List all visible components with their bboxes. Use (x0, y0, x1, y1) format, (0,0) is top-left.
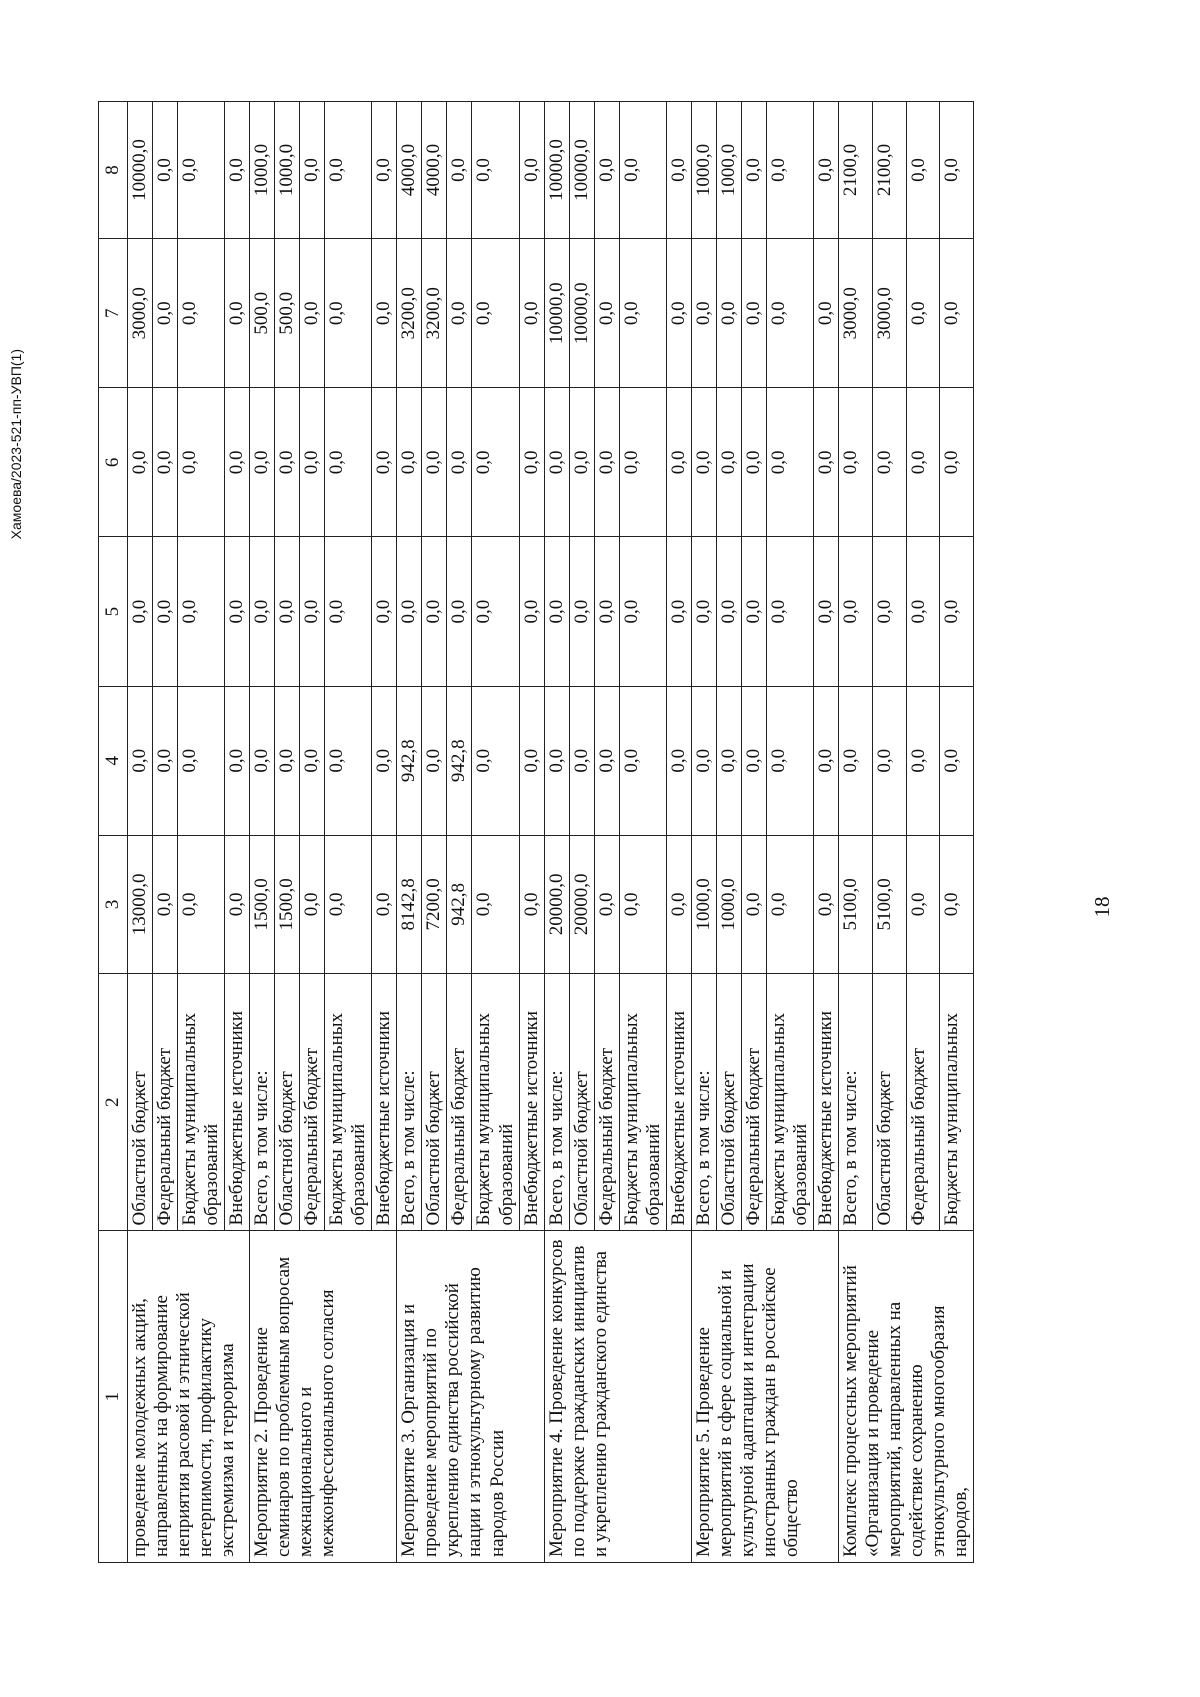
funding-source-cell: Внебюджетные источники (225, 973, 250, 1230)
amount-cell: 0,0 (594, 686, 619, 835)
funding-source-cell: Областной бюджет (872, 973, 906, 1230)
funding-source-cell: Бюджеты муниципальных образований (766, 973, 813, 1230)
amount-cell: 0,0 (153, 835, 178, 973)
amount-cell: 500,0 (250, 239, 275, 388)
amount-cell: 0,0 (619, 102, 666, 239)
amount-cell: 0,0 (838, 537, 872, 686)
amount-cell: 942,8 (447, 686, 472, 835)
funding-source-cell: Федеральный бюджет (447, 973, 472, 1230)
amount-cell: 0,0 (872, 388, 906, 537)
amount-cell: 3000,0 (128, 239, 153, 388)
amount-cell: 0,0 (691, 388, 716, 537)
amount-cell: 0,0 (906, 388, 940, 537)
amount-cell: 0,0 (716, 537, 741, 686)
amount-cell: 0,0 (813, 835, 838, 973)
amount-cell: 20000,0 (544, 835, 569, 973)
amount-cell: 10000,0 (128, 102, 153, 239)
amount-cell: 0,0 (178, 686, 225, 835)
table-row (250, 102, 275, 1563)
amount-cell: 0,0 (472, 686, 519, 835)
funding-source-cell: Внебюджетные источники (666, 973, 691, 1230)
amount-cell: 4000,0 (397, 102, 422, 239)
funding-source-cell: Всего, в том числе: (250, 973, 275, 1230)
amount-cell: 0,0 (300, 835, 325, 973)
document-page (0, 117, 1200, 1697)
amount-cell: 0,0 (472, 835, 519, 973)
amount-cell: 0,0 (906, 537, 940, 686)
amount-cell: 0,0 (594, 102, 619, 239)
amount-cell: 0,0 (906, 835, 940, 973)
amount-cell: 0,0 (594, 388, 619, 537)
amount-cell: 0,0 (544, 388, 569, 537)
amount-cell: 0,0 (666, 686, 691, 835)
amount-cell: 3200,0 (397, 239, 422, 388)
amount-cell: 0,0 (619, 835, 666, 973)
amount-cell: 0,0 (619, 388, 666, 537)
amount-cell: 0,0 (300, 537, 325, 686)
amount-cell: 0,0 (153, 102, 178, 239)
amount-cell: 0,0 (741, 537, 766, 686)
amount-cell: 0,0 (940, 686, 974, 835)
amount-cell: 0,0 (766, 835, 813, 973)
table-row (397, 102, 422, 1563)
funding-source-cell: Федеральный бюджет (594, 973, 619, 1230)
amount-cell: 13000,0 (128, 835, 153, 973)
amount-cell: 0,0 (813, 239, 838, 388)
column-number: 1 (99, 1231, 128, 1563)
amount-cell: 0,0 (472, 102, 519, 239)
amount-cell: 2100,0 (872, 102, 906, 239)
table-body (128, 102, 974, 1563)
amount-cell: 0,0 (906, 686, 940, 835)
amount-cell: 0,0 (544, 686, 569, 835)
funding-source-cell: Федеральный бюджет (300, 973, 325, 1230)
amount-cell: 0,0 (619, 537, 666, 686)
amount-cell: 0,0 (872, 537, 906, 686)
amount-cell: 0,0 (594, 537, 619, 686)
amount-cell: 1000,0 (275, 102, 300, 239)
amount-cell: 0,0 (128, 686, 153, 835)
amount-cell: 0,0 (153, 686, 178, 835)
funding-source-cell: Внебюджетные источники (372, 973, 397, 1230)
activity-name-cell: Мероприятие 2. Проведение семинаров по проблемным вопросам межнационального и межконфессионального согласия (250, 1231, 397, 1563)
amount-cell: 0,0 (225, 686, 250, 835)
amount-cell: 0,0 (766, 239, 813, 388)
amount-cell: 0,0 (472, 537, 519, 686)
column-number: 2 (99, 973, 128, 1230)
funding-source-cell: Федеральный бюджет (741, 973, 766, 1230)
table-row (544, 102, 569, 1563)
amount-cell: 0,0 (325, 388, 372, 537)
funding-source-cell: Областной бюджет (422, 973, 447, 1230)
amount-cell: 0,0 (178, 537, 225, 686)
amount-cell: 0,0 (300, 686, 325, 835)
amount-cell: 0,0 (325, 686, 372, 835)
amount-cell: 0,0 (691, 686, 716, 835)
amount-cell: 0,0 (838, 686, 872, 835)
funding-source-cell: Бюджеты муниципальных образований (178, 973, 225, 1230)
amount-cell: 0,0 (766, 537, 813, 686)
amount-cell: 0,0 (300, 102, 325, 239)
amount-cell: 0,0 (569, 388, 594, 537)
funding-source-cell: Бюджеты муниципальных образований (472, 973, 519, 1230)
amount-cell: 0,0 (691, 239, 716, 388)
funding-source-cell: Всего, в том числе: (838, 973, 872, 1230)
amount-cell: 942,8 (447, 835, 472, 973)
amount-cell: 0,0 (372, 686, 397, 835)
column-number: 8 (99, 102, 128, 239)
amount-cell: 0,0 (619, 686, 666, 835)
amount-cell: 0,0 (225, 102, 250, 239)
amount-cell: 0,0 (422, 686, 447, 835)
amount-cell: 5100,0 (872, 835, 906, 973)
amount-cell: 0,0 (519, 388, 544, 537)
amount-cell: 0,0 (519, 102, 544, 239)
amount-cell: 2100,0 (838, 102, 872, 239)
amount-cell: 0,0 (178, 102, 225, 239)
activity-name-cell: Мероприятие 4. Проведение конкурсов по поддержке гражданских инициатив и укреплению гражданского единства (544, 1231, 691, 1563)
amount-cell: 0,0 (544, 537, 569, 686)
amount-cell: 0,0 (372, 102, 397, 239)
amount-cell: 0,0 (153, 537, 178, 686)
amount-cell: 0,0 (178, 388, 225, 537)
amount-cell: 0,0 (666, 239, 691, 388)
amount-cell: 5100,0 (838, 835, 872, 973)
amount-cell: 0,0 (940, 835, 974, 973)
amount-cell: 0,0 (813, 686, 838, 835)
funding-source-cell: Федеральный бюджет (153, 973, 178, 1230)
amount-cell: 0,0 (422, 537, 447, 686)
amount-cell: 0,0 (569, 537, 594, 686)
amount-cell: 0,0 (372, 388, 397, 537)
amount-cell: 0,0 (519, 686, 544, 835)
amount-cell: 10000,0 (569, 102, 594, 239)
amount-cell: 0,0 (325, 239, 372, 388)
funding-source-cell: Всего, в том числе: (691, 973, 716, 1230)
amount-cell: 0,0 (472, 239, 519, 388)
amount-cell: 0,0 (300, 388, 325, 537)
amount-cell: 0,0 (766, 102, 813, 239)
funding-source-cell: Областной бюджет (716, 973, 741, 1230)
amount-cell: 0,0 (372, 835, 397, 973)
amount-cell: 0,0 (372, 239, 397, 388)
amount-cell: 3000,0 (872, 239, 906, 388)
amount-cell: 0,0 (906, 239, 940, 388)
amount-cell: 20000,0 (569, 835, 594, 973)
amount-cell: 0,0 (519, 239, 544, 388)
amount-cell: 0,0 (178, 835, 225, 973)
document-code: Хамоева/2023-521-пп-УВП(1) (8, 349, 24, 540)
amount-cell: 0,0 (619, 239, 666, 388)
amount-cell: 10000,0 (544, 239, 569, 388)
amount-cell: 8142,8 (397, 835, 422, 973)
amount-cell: 500,0 (275, 239, 300, 388)
page-number: 18 (1090, 896, 1114, 918)
activity-name-cell: Мероприятие 5. Проведение мероприятий в сфере социальной и культурной адаптации и интеграции иностранных граждан в российское общество (691, 1231, 838, 1563)
amount-cell: 0,0 (906, 102, 940, 239)
table-row (838, 102, 872, 1563)
amount-cell: 0,0 (397, 537, 422, 686)
amount-cell: 0,0 (813, 537, 838, 686)
funding-source-cell: Бюджеты муниципальных образований (325, 973, 372, 1230)
amount-cell: 942,8 (397, 686, 422, 835)
amount-cell: 0,0 (940, 102, 974, 239)
amount-cell: 0,0 (741, 239, 766, 388)
amount-cell: 0,0 (275, 388, 300, 537)
amount-cell: 0,0 (225, 239, 250, 388)
amount-cell: 0,0 (447, 239, 472, 388)
amount-cell: 0,0 (569, 686, 594, 835)
amount-cell: 7200,0 (422, 835, 447, 973)
funding-source-cell: Областной бюджет (275, 973, 300, 1230)
table-row (691, 102, 716, 1563)
amount-cell: 0,0 (940, 537, 974, 686)
amount-cell: 1500,0 (250, 835, 275, 973)
amount-cell: 0,0 (300, 239, 325, 388)
funding-source-cell: Бюджеты муниципальных (940, 973, 974, 1230)
table-row (128, 102, 153, 1563)
amount-cell: 0,0 (422, 388, 447, 537)
amount-cell: 1000,0 (716, 102, 741, 239)
amount-cell: 0,0 (225, 835, 250, 973)
amount-cell: 3000,0 (838, 239, 872, 388)
amount-cell: 1500,0 (275, 835, 300, 973)
funding-source-cell: Всего, в том числе: (397, 973, 422, 1230)
funding-source-cell: Федеральный бюджет (906, 973, 940, 1230)
amount-cell: 0,0 (716, 388, 741, 537)
amount-cell: 0,0 (766, 388, 813, 537)
amount-cell: 0,0 (447, 537, 472, 686)
amount-cell: 0,0 (741, 835, 766, 973)
amount-cell: 0,0 (594, 835, 619, 973)
amount-cell: 0,0 (519, 835, 544, 973)
amount-cell: 0,0 (519, 537, 544, 686)
amount-cell: 0,0 (178, 239, 225, 388)
amount-cell: 0,0 (250, 686, 275, 835)
amount-cell: 3200,0 (422, 239, 447, 388)
amount-cell: 0,0 (225, 388, 250, 537)
funding-source-cell: Внебюджетные источники (813, 973, 838, 1230)
amount-cell: 0,0 (940, 388, 974, 537)
amount-cell: 0,0 (153, 239, 178, 388)
amount-cell: 0,0 (666, 388, 691, 537)
amount-cell: 0,0 (447, 102, 472, 239)
amount-cell: 10000,0 (569, 239, 594, 388)
amount-cell: 0,0 (250, 537, 275, 686)
amount-cell: 0,0 (666, 102, 691, 239)
amount-cell: 0,0 (372, 537, 397, 686)
column-number: 5 (99, 537, 128, 686)
amount-cell: 0,0 (766, 686, 813, 835)
amount-cell: 0,0 (275, 537, 300, 686)
funding-source-cell: Областной бюджет (569, 973, 594, 1230)
amount-cell: 0,0 (666, 537, 691, 686)
amount-cell: 0,0 (325, 537, 372, 686)
amount-cell: 0,0 (325, 835, 372, 973)
amount-cell: 0,0 (691, 537, 716, 686)
column-number: 4 (99, 686, 128, 835)
amount-cell: 0,0 (813, 102, 838, 239)
amount-cell: 0,0 (741, 102, 766, 239)
funding-source-cell: Всего, в том числе: (544, 973, 569, 1230)
amount-cell: 0,0 (741, 686, 766, 835)
amount-cell: 0,0 (838, 388, 872, 537)
activity-name-cell: проведение молодежных акций, направленных на формирование неприятия расовой и этнической нетерпимости, профилактику экстремизма и терроризма (128, 1231, 250, 1563)
amount-cell: 1000,0 (691, 835, 716, 973)
funding-source-cell: Областной бюджет (128, 973, 153, 1230)
amount-cell: 0,0 (225, 537, 250, 686)
column-number-row (99, 102, 128, 1563)
amount-cell: 1000,0 (691, 102, 716, 239)
column-number: 3 (99, 835, 128, 973)
amount-cell: 0,0 (153, 388, 178, 537)
amount-cell: 0,0 (128, 388, 153, 537)
amount-cell: 4000,0 (422, 102, 447, 239)
amount-cell: 0,0 (472, 388, 519, 537)
amount-cell: 0,0 (716, 239, 741, 388)
activity-name-cell: Комплекс процессных мероприятий «Организация и проведение мероприятий, направленных на содействие сохранению этнокультурного многообразия народов, (838, 1231, 973, 1563)
amount-cell: 0,0 (940, 239, 974, 388)
amount-cell: 0,0 (594, 239, 619, 388)
activity-name-cell: Мероприятие 3. Организация и проведение мероприятий по укреплению единства российской нации и этнокультурному развитию народов России (397, 1231, 544, 1563)
amount-cell: 0,0 (666, 835, 691, 973)
financing-table (98, 101, 974, 1563)
amount-cell: 10000,0 (544, 102, 569, 239)
amount-cell: 0,0 (250, 388, 275, 537)
column-number: 7 (99, 239, 128, 388)
amount-cell: 0,0 (275, 686, 300, 835)
amount-cell: 0,0 (128, 537, 153, 686)
amount-cell: 0,0 (741, 388, 766, 537)
funding-source-cell: Бюджеты муниципальных образований (619, 973, 666, 1230)
amount-cell: 0,0 (872, 686, 906, 835)
amount-cell: 0,0 (447, 388, 472, 537)
amount-cell: 1000,0 (716, 835, 741, 973)
amount-cell: 0,0 (716, 686, 741, 835)
amount-cell: 0,0 (325, 102, 372, 239)
column-number: 6 (99, 388, 128, 537)
amount-cell: 1000,0 (250, 102, 275, 239)
amount-cell: 0,0 (397, 388, 422, 537)
amount-cell: 0,0 (813, 388, 838, 537)
funding-source-cell: Внебюджетные источники (519, 973, 544, 1230)
